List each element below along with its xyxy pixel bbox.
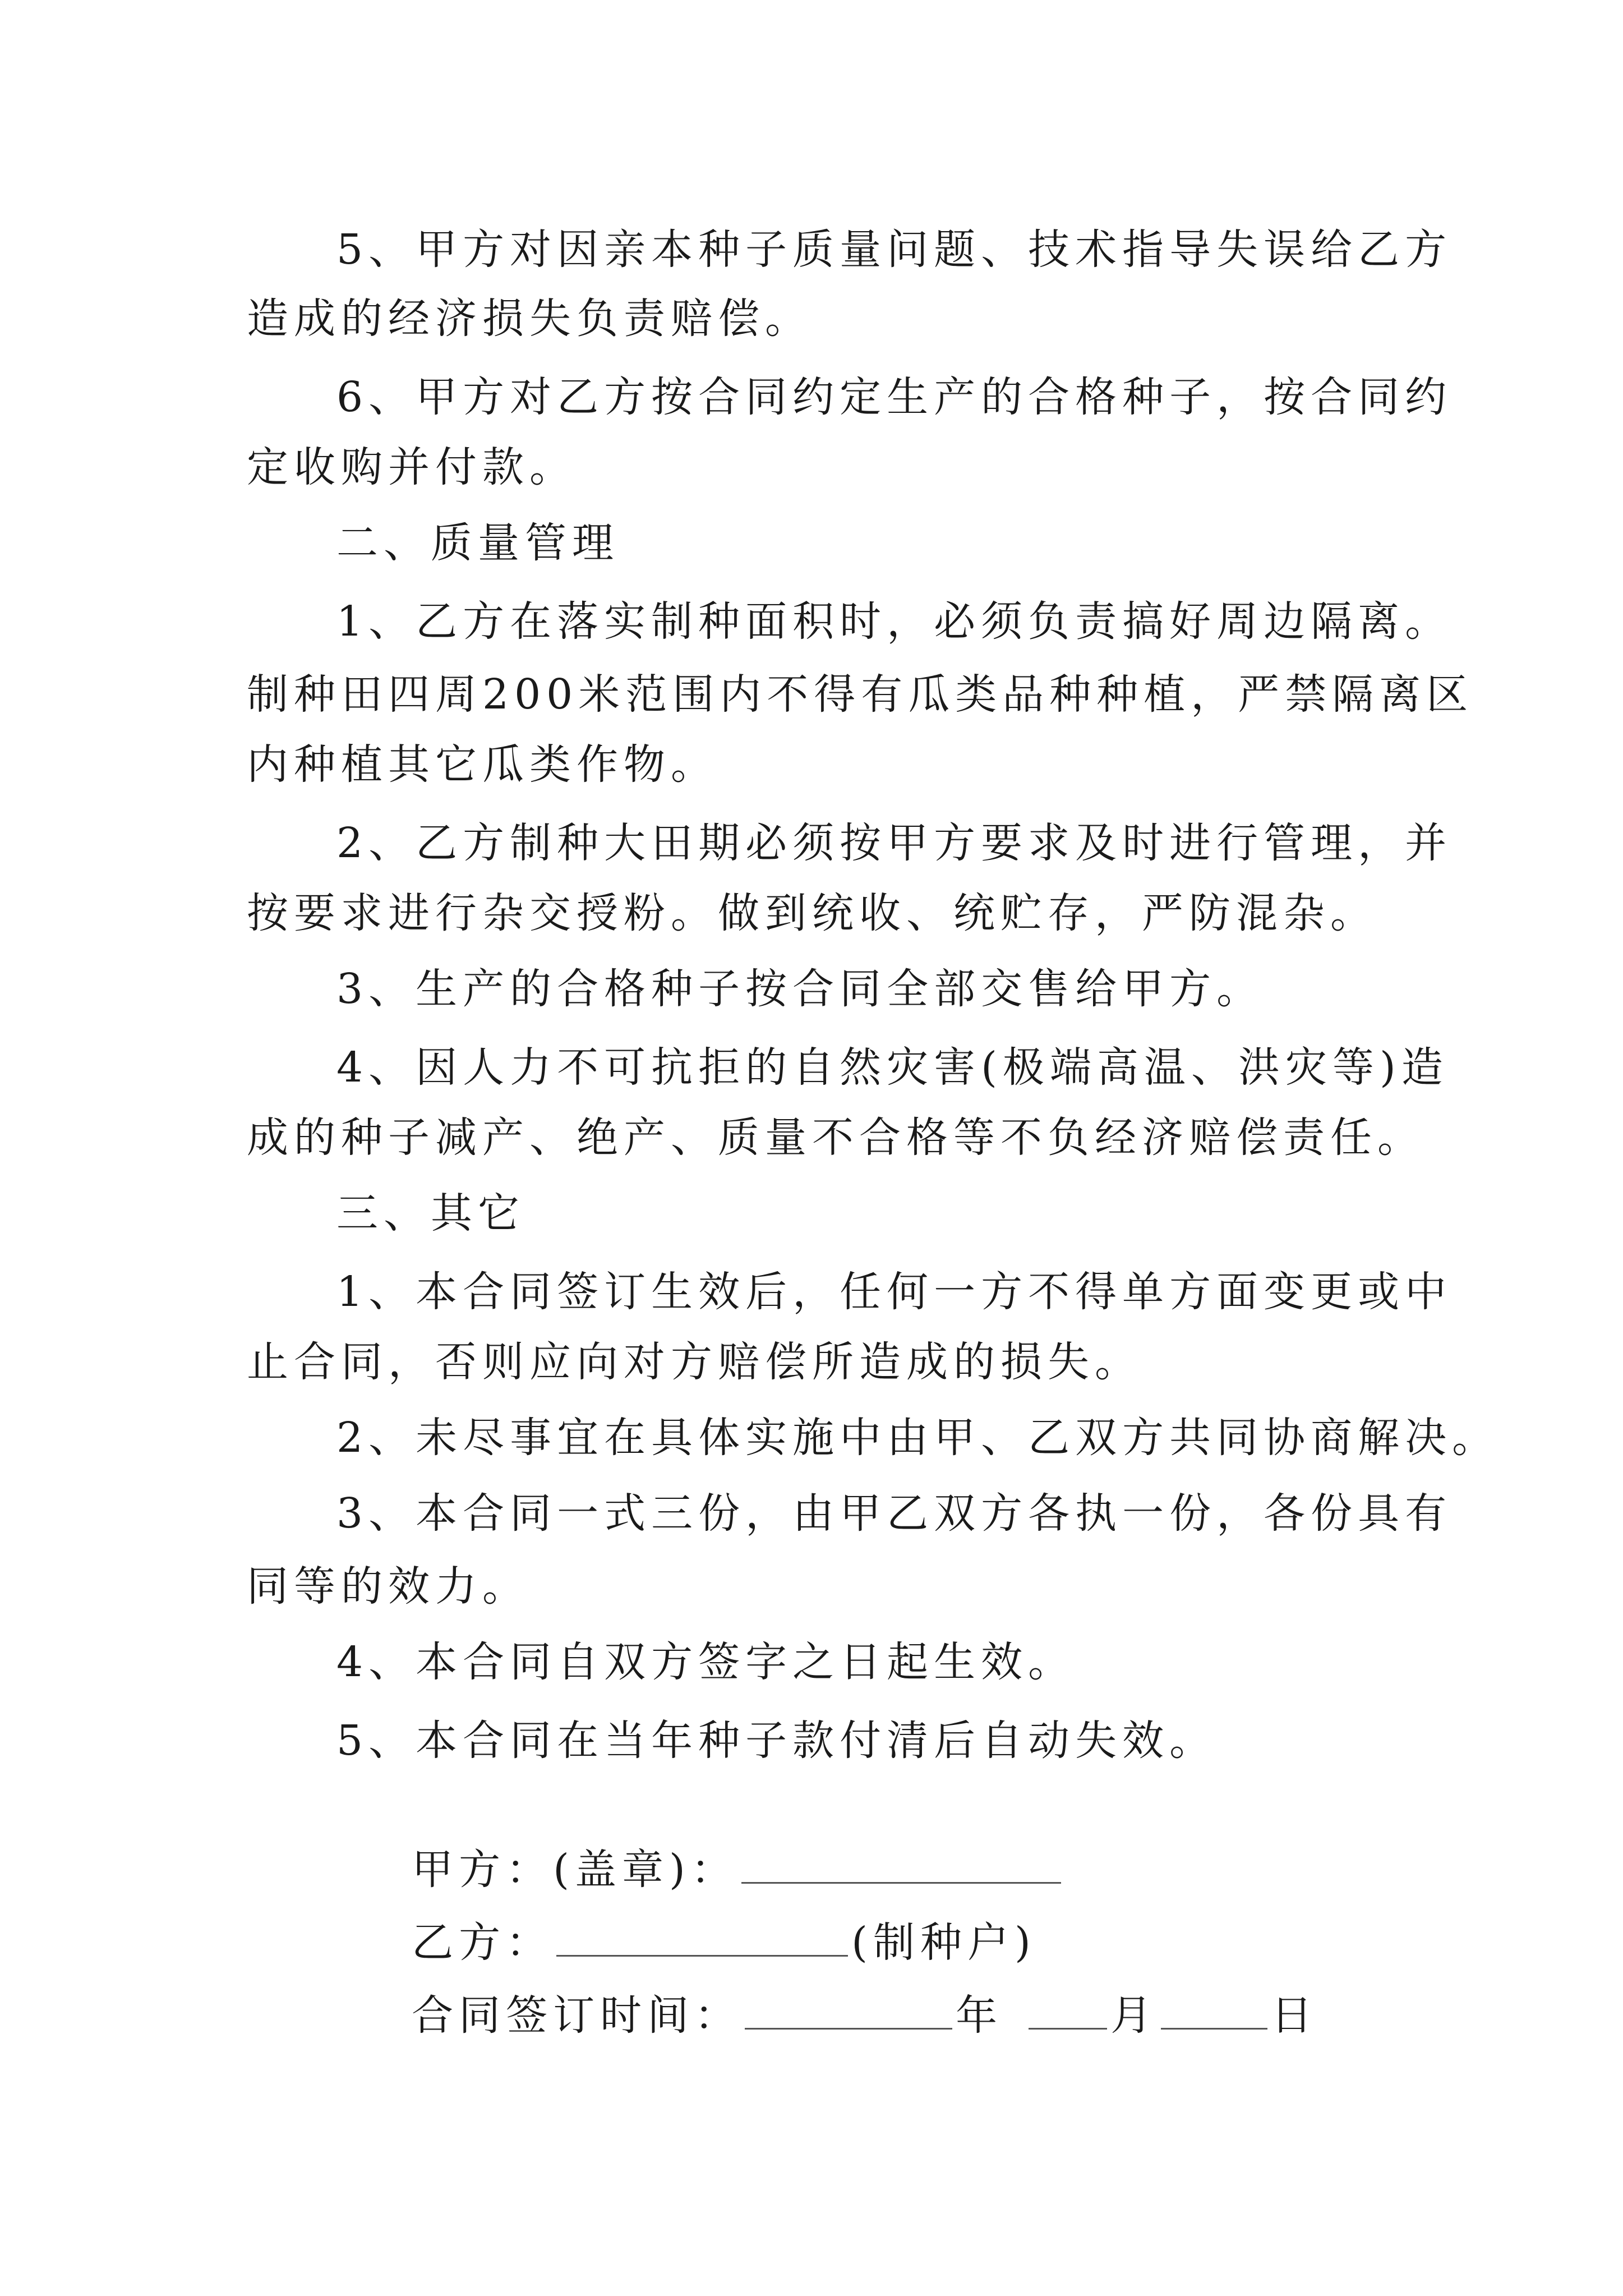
obligation-item-6-line-2: 定收购并付款。 — [247, 443, 577, 491]
other-item-5: 5、本合同在当年种子款付清后自动失效。 — [336, 1717, 1217, 1765]
signature-date-row — [336, 1931, 1318, 2100]
signature-party-b-label: 乙方： — [412, 1918, 554, 1967]
signature-month-blank — [1029, 2022, 1107, 2030]
signature-day-unit: 日 — [1271, 1991, 1318, 2040]
quality-item-4-line-1: 4、因人力不可抗拒的自然灾害(极端高温、洪灾等)造 — [336, 1043, 1449, 1092]
other-item-3-line-2: 同等的效力。 — [247, 1562, 529, 1611]
other-item-4: 4、本合同自双方签字之日起生效。 — [336, 1638, 1076, 1686]
section-heading-other: 三、其它 — [336, 1189, 525, 1237]
quality-item-1-line-1: 1、乙方在落实制种面积时，必须负责搞好周边隔离。 — [336, 597, 1453, 646]
quality-item-4-line-2: 成的种子减产、绝产、质量不合格等不负经济赔偿责任。 — [247, 1114, 1424, 1162]
quality-item-2-line-1: 2、乙方制种大田期必须按甲方要求及时进行管理，并 — [336, 819, 1453, 867]
other-item-1-line-2: 止合同，否则应向对方赔偿所造成的损失。 — [247, 1338, 1142, 1386]
signature-party-b-suffix: (制种户) — [851, 1918, 1036, 1967]
signature-month-unit: 月 — [1110, 1991, 1158, 2040]
quality-item-2-line-2: 按要求进行杂交授粉。做到统收、统贮存，严防混杂。 — [247, 889, 1377, 937]
other-item-3-line-1: 3、本合同一式三份，由甲乙双方各执一份，各份具有 — [336, 1489, 1453, 1538]
other-item-1-line-1: 1、本合同签订生效后，任何一方不得单方面变更或中 — [336, 1268, 1453, 1316]
quality-item-3: 3、生产的合格种子按合同全部交售给甲方。 — [336, 965, 1264, 1013]
signature-party-a-label: 甲方：(盖章)： — [412, 1846, 738, 1894]
obligation-item-5-line-1: 5、甲方对因亲本种子质量问题、技术指导失误给乙方 — [336, 226, 1453, 274]
quality-item-1-line-3: 内种植其它瓜类作物。 — [247, 740, 718, 789]
signature-year-blank — [745, 2022, 952, 2030]
quality-item-1-line-2: 制种田四周200米范围内不得有瓜类品种种植，严禁隔离区 — [247, 670, 1474, 719]
other-item-2: 2、未尽事宜在具体实施中由甲、乙双方共同协商解决。 — [336, 1414, 1500, 1462]
signature-day-blank — [1161, 2022, 1267, 2030]
section-heading-quality: 二、质量管理 — [336, 519, 619, 567]
signature-date-label: 合同签订时间： — [412, 1991, 742, 2040]
obligation-item-6-line-1: 6、甲方对乙方按合同约定生产的合格种子，按合同约 — [336, 373, 1453, 421]
signature-year-unit: 年 — [956, 1991, 1003, 2040]
obligation-item-5-line-2: 造成的经济损失负责赔偿。 — [247, 295, 812, 343]
